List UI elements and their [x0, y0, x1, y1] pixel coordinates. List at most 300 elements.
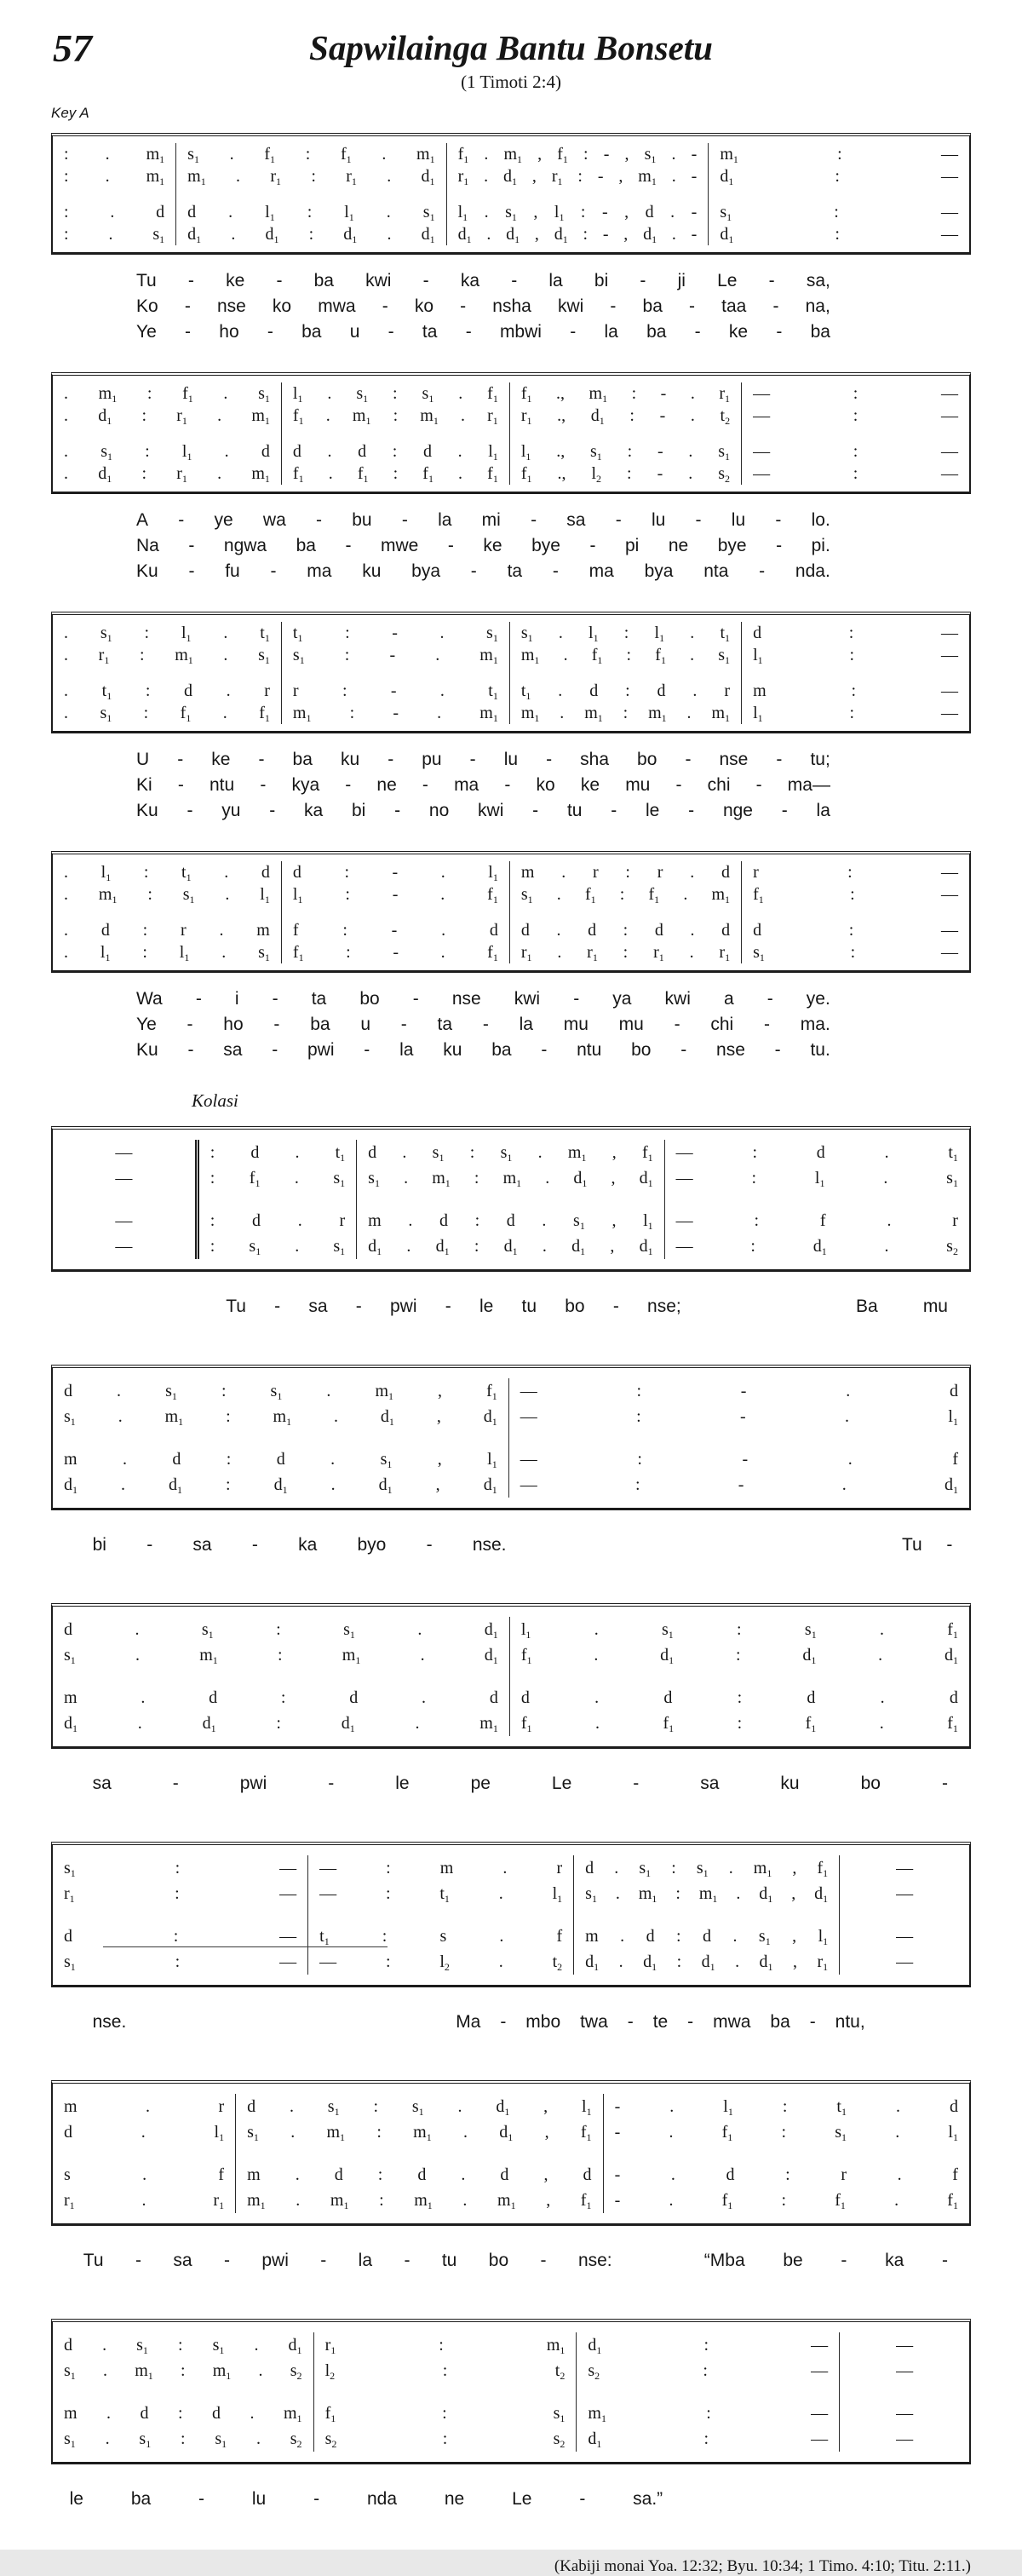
token: -: [776, 536, 783, 555]
token: -: [460, 296, 467, 316]
token: d: [261, 442, 270, 461]
token: ba: [130, 2489, 152, 2509]
token: i: [234, 989, 239, 1009]
token: -: [187, 271, 194, 290]
token: -: [540, 2251, 547, 2270]
token: $l_1$: [814, 1169, 825, 1190]
token: .: [484, 167, 489, 186]
token: twa: [580, 2012, 608, 2032]
token: $s_1$: [64, 1646, 76, 1667]
token: :: [173, 1927, 179, 1946]
token: $d_1$: [660, 1646, 675, 1667]
token: .: [146, 2097, 150, 2116]
token: r: [181, 921, 187, 940]
token: $s_1$: [64, 1952, 76, 1974]
token: Ma: [456, 2012, 481, 2032]
token: :: [392, 442, 398, 461]
token: -: [195, 989, 202, 1009]
notation-cell: [53, 1472, 508, 1498]
token: .: [135, 1646, 141, 1665]
token: $f_1$: [292, 406, 304, 428]
token: f: [952, 2165, 958, 2184]
token: $r_1$: [457, 167, 469, 188]
hymn-number: 57: [53, 26, 92, 70]
token: ba: [491, 1040, 512, 1060]
token: $s_1$: [585, 1884, 597, 1906]
token: —: [675, 1143, 693, 1162]
notation-cell: [53, 1378, 508, 1404]
token: $m_1$: [711, 704, 730, 725]
notation-cell: [509, 919, 741, 941]
token: -: [393, 704, 399, 722]
token: -: [627, 2012, 634, 2032]
token: -: [313, 2489, 320, 2509]
token: no: [428, 801, 450, 820]
token: -: [389, 646, 396, 664]
token: .: [435, 646, 440, 664]
token: r: [592, 863, 599, 882]
token: —: [279, 1927, 297, 1946]
token: :: [837, 145, 842, 164]
token: $r_1$: [587, 943, 598, 964]
scripture-reference: (1 Timoti 2:4): [461, 72, 561, 92]
token: .: [669, 2123, 674, 2142]
token: $l_1$: [582, 2097, 592, 2119]
token: —: [319, 1952, 337, 1971]
token: $f_1$: [591, 646, 603, 667]
token: ,: [624, 145, 629, 164]
lyric-line: [136, 559, 830, 584]
token: $d_1$: [720, 167, 734, 188]
token: $l_2$: [324, 2361, 336, 2383]
token: $m_1$: [753, 1859, 772, 1880]
token: $t_1$: [720, 624, 731, 645]
token: $s_1$: [368, 1169, 380, 1190]
notation-cell: [356, 1233, 664, 1259]
notation-cell: [53, 2188, 235, 2213]
token: -: [772, 296, 779, 316]
token: d: [589, 681, 599, 700]
token: -: [809, 2012, 816, 2032]
token: :: [676, 1927, 681, 1946]
token: $r_1$: [213, 2191, 225, 2212]
token: —: [940, 885, 958, 904]
token: U: [136, 750, 150, 769]
token: Ye: [136, 1015, 157, 1034]
token: -: [657, 442, 663, 461]
token: -: [740, 1382, 747, 1400]
token: :: [180, 2429, 186, 2448]
token: :: [439, 2336, 444, 2355]
lyric-segment: [93, 1771, 948, 1797]
token: d: [726, 2165, 735, 2184]
token: .: [64, 704, 68, 722]
token: .: [64, 406, 68, 425]
token: ma: [589, 561, 614, 581]
token: :: [706, 2404, 711, 2423]
token: .: [327, 384, 332, 403]
token: mbwi: [499, 322, 542, 342]
token: $d_1$: [435, 1237, 450, 1258]
token: ,: [792, 1927, 797, 1946]
token: m: [520, 863, 535, 882]
token: :: [382, 1927, 388, 1946]
token: $d_1$: [421, 225, 435, 246]
token: —: [520, 1382, 537, 1400]
token: $m_1$: [212, 2361, 232, 2383]
token: .: [64, 442, 68, 461]
token: -: [187, 1015, 193, 1034]
token: $m_1$: [251, 464, 270, 486]
token: $d_1$: [506, 225, 520, 246]
notation-cell: [53, 622, 281, 644]
token: .: [558, 624, 563, 642]
music-system-1: [51, 133, 971, 255]
token: .: [880, 1688, 885, 1707]
notation-cell: [195, 1208, 356, 1233]
token: -: [391, 921, 398, 940]
token: $s_1$: [182, 885, 195, 906]
token: -: [640, 271, 646, 290]
notation-cell: [839, 1949, 969, 1975]
token: $d_1$: [944, 1475, 958, 1497]
token: bi: [92, 1535, 106, 1555]
notation-cell: [446, 165, 709, 201]
token: .: [217, 464, 222, 483]
token: nsha: [492, 296, 531, 316]
token: $s_1$: [249, 1237, 261, 1258]
token: -: [273, 1015, 280, 1034]
token: $s_1$: [718, 442, 731, 463]
token: $m_1$: [352, 406, 371, 428]
bass-row: [53, 941, 969, 963]
notation-cell: [741, 644, 969, 680]
lyric-segment: [226, 1294, 681, 1320]
token: $d_1$: [944, 1646, 958, 1667]
token: $m_1$: [698, 1884, 718, 1906]
soprano-row: [53, 622, 969, 644]
token: mu: [563, 1015, 589, 1034]
lyric-line: [136, 798, 830, 824]
token: —: [896, 1927, 914, 1946]
token: -: [680, 1040, 687, 1060]
lyric-line: [136, 294, 830, 319]
chorus-group-3: [51, 1603, 971, 1797]
token: —: [896, 2361, 914, 2380]
token: .: [102, 2336, 107, 2355]
notation-cell: [53, 861, 281, 883]
token: .: [219, 921, 224, 940]
token: :: [221, 1382, 227, 1400]
token: ho: [223, 1015, 244, 1034]
token: -: [552, 561, 559, 581]
token: .: [690, 863, 695, 882]
token: ba: [313, 271, 334, 290]
token: d: [520, 1688, 530, 1707]
token: .: [420, 1646, 425, 1665]
token: :: [442, 2429, 448, 2448]
chorus-group-5: [51, 2080, 971, 2274]
token: -: [258, 750, 265, 769]
token: ba: [301, 322, 322, 342]
token: $f_1$: [182, 384, 193, 405]
token: :: [737, 1714, 743, 1733]
token: $f_1$: [486, 1382, 497, 1403]
token: $s_1$: [804, 1620, 817, 1642]
notation-cell: [175, 143, 445, 165]
token: -: [394, 801, 401, 820]
notation-cell: [509, 941, 741, 963]
token: r: [952, 1211, 958, 1230]
token: -: [531, 510, 537, 530]
token: .: [845, 1407, 850, 1426]
token: $f_1$: [753, 885, 764, 906]
token: Ko: [136, 296, 158, 316]
token: ntu: [209, 775, 235, 795]
token: -: [504, 775, 511, 795]
tie-line: [103, 1946, 388, 1947]
token: Le: [512, 2489, 532, 2509]
token: d: [422, 442, 432, 461]
chorus-lyrics-1: [51, 1294, 971, 1320]
token: :: [344, 646, 350, 664]
token: :: [64, 203, 69, 221]
token: $d_1$: [802, 1646, 817, 1667]
token: r: [841, 2165, 847, 2184]
token: mu: [618, 1015, 644, 1034]
notation-cell: [839, 2358, 969, 2401]
token: .: [502, 1859, 508, 1877]
token: -: [184, 296, 191, 316]
token: .: [728, 1859, 733, 1877]
notation-cell: [446, 201, 709, 223]
token: .: [671, 167, 676, 186]
token: .: [387, 167, 392, 186]
token: —: [279, 1884, 297, 1903]
token: $m_1$: [135, 2361, 153, 2383]
notation-cell: [839, 1923, 969, 1949]
token: —: [675, 1237, 693, 1256]
token: $l_1$: [753, 704, 763, 725]
music-system-6: [51, 1365, 971, 1510]
token: $s_1$: [644, 145, 657, 166]
token: $s_2$: [324, 2429, 337, 2451]
music-system-5: [51, 1126, 971, 1272]
lyric-segment: [93, 1532, 507, 1558]
token: m: [368, 1211, 382, 1230]
token: $m_1$: [98, 384, 118, 405]
token: ke: [580, 775, 600, 795]
token: :: [853, 464, 858, 483]
token: -: [541, 1040, 548, 1060]
token: $r_1$: [520, 943, 532, 964]
token: .: [594, 1714, 600, 1733]
notation-cell: [53, 1711, 509, 1736]
token: $s_1$: [100, 442, 112, 463]
token: lu: [503, 750, 519, 769]
token: ma.: [800, 1015, 830, 1034]
token: -: [251, 1535, 258, 1555]
token: ka: [304, 801, 324, 820]
token: ku: [340, 750, 360, 769]
token: .: [545, 1169, 550, 1187]
token: $t_1$: [101, 681, 112, 703]
token: $l_1$: [181, 624, 192, 645]
token: ,: [611, 1211, 617, 1230]
token: $r_1$: [176, 464, 187, 486]
token: .: [105, 145, 110, 164]
token: $d_1$: [812, 1237, 827, 1258]
notation-cell: [195, 1233, 356, 1259]
token: .: [879, 1620, 884, 1639]
verse-group-2: [51, 372, 971, 584]
token: -: [422, 775, 428, 795]
token: $s_1$: [411, 2097, 424, 2119]
token: ne: [444, 2489, 465, 2509]
token: $d_1$: [265, 225, 279, 246]
token: f: [292, 921, 299, 940]
token: :: [474, 1237, 479, 1256]
token: —: [896, 2404, 914, 2423]
token: ku: [780, 1774, 800, 1793]
notation-cell: [708, 201, 969, 223]
token: ma: [307, 561, 332, 581]
token: $d_1$: [643, 225, 657, 246]
notation-cell: [603, 2162, 969, 2188]
token: te: [652, 2012, 669, 2032]
token: :: [442, 2361, 448, 2380]
token: -: [445, 1297, 451, 1316]
token: .: [561, 863, 566, 882]
notation-cell: [53, 201, 175, 223]
token: :: [782, 2097, 788, 2116]
token: —: [940, 145, 958, 164]
notation-cell: [53, 702, 281, 724]
token: .: [484, 145, 489, 164]
token: lo.: [811, 510, 830, 530]
alto-row: [53, 2119, 969, 2162]
token: Tu: [226, 1297, 246, 1316]
token: $d_1$: [590, 406, 605, 428]
soprano-row: [53, 143, 969, 165]
notation-cell: [307, 1949, 573, 1975]
token: -: [657, 464, 663, 483]
token: .: [732, 1927, 738, 1946]
token: pe: [470, 1774, 491, 1793]
token: nse: [719, 750, 749, 769]
token: .: [327, 442, 332, 461]
token: -: [742, 1450, 749, 1469]
token: :: [619, 885, 625, 904]
token: :: [145, 681, 151, 700]
token: .: [135, 1620, 140, 1639]
notation-cell: [313, 2358, 577, 2401]
notation-cell: [741, 463, 969, 485]
token: .: [460, 406, 465, 425]
token: -: [465, 322, 472, 342]
notation-cell: [508, 1446, 969, 1472]
token: :: [636, 1382, 642, 1400]
notation-cell: [356, 1165, 664, 1208]
token: -: [270, 561, 277, 581]
verse-lyrics-1: [51, 268, 971, 345]
token: :: [577, 167, 583, 186]
lyric-line: [136, 986, 830, 1012]
token: .: [222, 704, 227, 722]
token: $m_1$: [413, 2123, 432, 2144]
token: $m_1$: [416, 145, 435, 166]
token: -: [614, 2165, 621, 2184]
token: .: [402, 1143, 407, 1162]
token: -: [941, 2251, 948, 2270]
token: $r_1$: [64, 1884, 75, 1906]
token: $f_1$: [520, 464, 532, 486]
token: $s_1$: [152, 225, 165, 246]
notation-cell: [195, 1140, 356, 1165]
token: d: [500, 2165, 509, 2184]
token: ngwa: [223, 536, 267, 555]
token: .: [690, 646, 695, 664]
token: $s_1$: [258, 943, 270, 964]
token: ,: [623, 225, 629, 244]
token: $d_1$: [343, 225, 358, 246]
chorus-lyrics-2: [51, 1532, 971, 1558]
token: d: [358, 442, 367, 461]
token: ye.: [806, 989, 830, 1009]
token: $s_1$: [165, 1382, 177, 1403]
token: —: [115, 1143, 133, 1162]
token: -: [603, 145, 610, 164]
token: -: [781, 801, 788, 820]
token: .: [141, 2123, 146, 2142]
token: d: [368, 1143, 377, 1162]
token: sa.”: [633, 2489, 663, 2509]
token: nta: [703, 561, 729, 581]
token: sa: [92, 1774, 112, 1793]
token: .: [217, 406, 222, 425]
token: .: [415, 1714, 420, 1733]
token: $s_1$: [100, 704, 112, 725]
token: bya: [644, 561, 674, 581]
soprano-row: [53, 2332, 969, 2358]
lyric-segment: [93, 2010, 148, 2035]
token: ho: [219, 322, 239, 342]
token: ye: [214, 510, 233, 530]
token: —: [896, 1884, 914, 1903]
token: .: [461, 2165, 466, 2184]
notation-cell: [664, 1233, 969, 1259]
soprano-row: [53, 1140, 969, 1165]
token: ta: [437, 1015, 453, 1034]
token: la: [519, 1015, 533, 1034]
token: ke: [728, 322, 749, 342]
notation-cell: [509, 1617, 969, 1642]
token: m: [753, 681, 766, 700]
token: $m_1$: [546, 2336, 566, 2357]
notation-cell: [576, 2358, 839, 2401]
token: :: [342, 921, 347, 940]
token: ne: [376, 775, 397, 795]
token: -: [187, 1040, 194, 1060]
token: -: [316, 510, 322, 530]
token: wa: [262, 510, 286, 530]
token: $m_1$: [199, 1646, 218, 1667]
token: d: [140, 2404, 149, 2423]
token: d: [292, 442, 301, 461]
notation-cell: [235, 2162, 602, 2188]
token: $r_1$: [324, 2336, 336, 2357]
token: .: [64, 384, 68, 403]
